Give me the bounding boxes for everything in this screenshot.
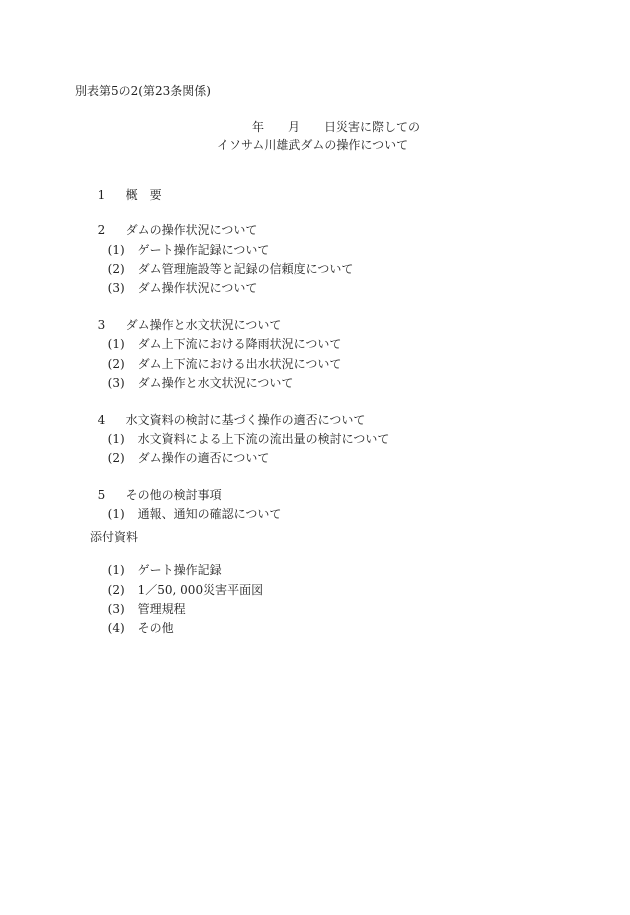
item-label: 水文資料による上下流の流出量の検討について <box>137 432 390 446</box>
item-number: (4) <box>107 621 125 635</box>
item-label: ゲート操作記録について <box>137 243 270 257</box>
document-title-line2: イソサム川雄武ダムの操作について <box>217 138 409 152</box>
item-number: (1) <box>107 432 125 446</box>
item-number: (3) <box>107 376 125 390</box>
item-label: 通報、通知の確認について <box>137 507 282 521</box>
section-2-item-3 <box>100 267 257 295</box>
section-1-heading <box>90 174 162 202</box>
item-label: その他 <box>137 621 174 635</box>
item-number: (2) <box>107 357 125 371</box>
section-label: 水文資料の検討に基づく操作の適否について <box>125 413 366 427</box>
document-title-line1: 年 月 日災害に際しての <box>252 120 421 134</box>
item-number: (1) <box>107 563 125 577</box>
item-label: ダム操作と水文状況について <box>137 376 294 390</box>
item-label: ダム操作状況について <box>137 281 258 295</box>
item-number: (2) <box>107 262 125 276</box>
item-number: (1) <box>107 243 125 257</box>
section-number: 1 <box>97 188 106 202</box>
section-label: その他の検討事項 <box>125 488 222 502</box>
item-label: 1／50, 000災害平面図 <box>137 583 264 597</box>
item-number: (3) <box>107 602 125 616</box>
document-reference: 別表第5の2(第23条関係) <box>75 84 211 98</box>
item-label: ゲート操作記録 <box>137 563 222 577</box>
section-label: ダム操作と水文状況について <box>125 318 282 332</box>
attachment-item-4 <box>100 607 174 635</box>
section-5-item-1 <box>100 493 281 521</box>
section-label: ダムの操作状況について <box>125 223 258 237</box>
item-number: (1) <box>107 337 125 351</box>
item-number: (1) <box>107 507 125 521</box>
section-number: 3 <box>97 318 106 332</box>
section-number: 5 <box>97 488 106 502</box>
item-label: ダム上下流における出水状況について <box>137 357 342 371</box>
item-label: ダム管理施設等と記録の信頼度について <box>137 262 354 276</box>
item-label: ダム操作の適否について <box>137 451 270 465</box>
section-4-item-2 <box>100 437 269 465</box>
section-3-item-3 <box>100 362 293 390</box>
section-number: 2 <box>97 223 106 237</box>
item-number: (2) <box>107 451 125 465</box>
attachments-heading: 添付資料 <box>90 530 139 544</box>
item-label: ダム上下流における降雨状況について <box>137 337 342 351</box>
section-number: 4 <box>97 413 106 427</box>
item-label: 管理規程 <box>137 602 186 616</box>
item-number: (2) <box>107 583 125 597</box>
section-label: 概 要 <box>125 188 162 202</box>
item-number: (3) <box>107 281 125 295</box>
